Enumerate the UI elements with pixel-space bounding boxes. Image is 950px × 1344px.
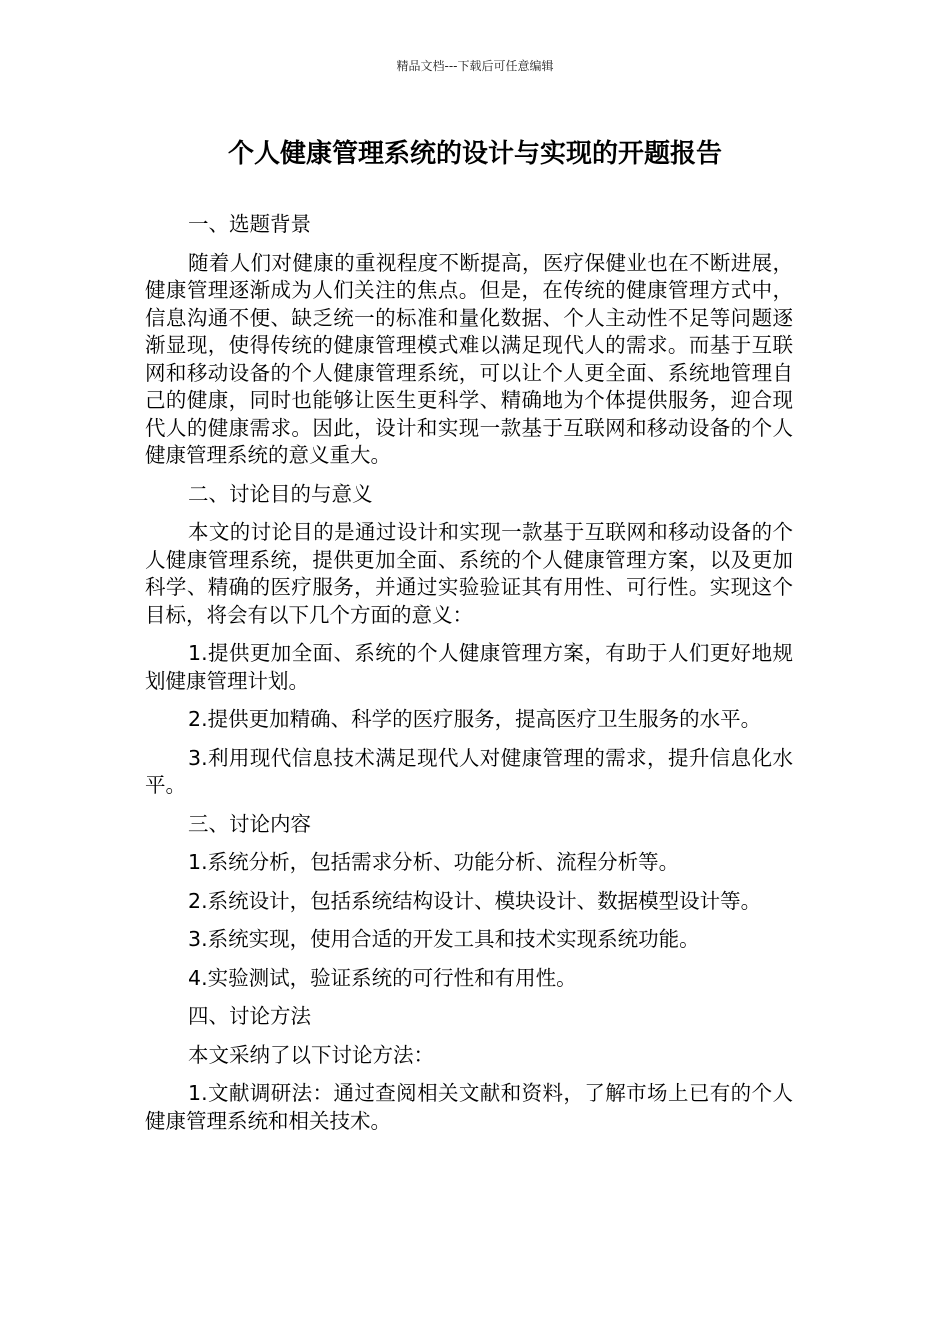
list-item-content-2: 2.系统设计，包括系统结构设计、模块设计、数据模型设计等。 — [188, 888, 762, 913]
list-item-content-4: 4.实验测试，验证系统的可行性和有用性。 — [188, 965, 577, 990]
section-heading-content: 三、讨论内容 — [188, 811, 312, 836]
paragraph-purpose: 本文的讨论目的是通过设计和实现一款基于互联网和移动设备的个人健康管理系统，提供更加全面、系统的个人健康管理方案，以及更加科学、精确的医疗服务，并通过实验验证其有用性、可行性。实现这个目标，将会有以下几个方面的意义： — [145, 520, 793, 627]
section-heading-purpose: 二、讨论目的与意义 — [188, 481, 373, 506]
document-title: 个人健康管理系统的设计与实现的开题报告 — [227, 139, 722, 169]
list-item-method-1: 1.文献调研法：通过查阅相关文献和资料，了解市场上已有的个人健康管理系统和相关技术。 — [145, 1081, 793, 1133]
list-item-significance-1: 1.提供更加全面、系统的个人健康管理方案，有助于人们更好地规划健康管理计划。 — [145, 641, 793, 693]
section-heading-background: 一、选题背景 — [188, 212, 312, 236]
page-header: 精品文档---下载后可任意编辑 — [396, 59, 554, 73]
list-item-content-1: 1.系统分析，包括需求分析、功能分析、流程分析等。 — [188, 850, 680, 874]
list-item-significance-2: 2.提供更加精确、科学的医疗服务，提高医疗卫生服务的水平。 — [188, 707, 762, 731]
document-body — [145, 211, 793, 1146]
section-heading-methods: 四、讨论方法 — [188, 1004, 312, 1028]
list-item-significance-3: 3.利用现代信息技术满足现代人对健康管理的需求，提升信息化水平。 — [145, 745, 793, 797]
paragraph-methods-intro: 本文采纳了以下讨论方法： — [188, 1042, 435, 1067]
paragraph-background: 随着人们对健康的重视程度不断提高，医疗保健业也在不断进展，健康管理逐渐成为人们关注的焦点。但是，在传统的健康管理方式中，信息沟通不便、缺乏统一的标准和量化数据、个人主动性不足等问题逐渐显现，使得传统的健康管理模式难以满足现代人的需求。而基于互联网和移动设备的个人健康管理系统，可以让个人更全面、系统地管理自己的健康，同时也能够让医生更科学、精确地为个体提供服务，迎合现代人的健康需求。因此，设计和实现一款基于互联网和移动设备的个人健康管理系统的意义重大。 — [145, 250, 793, 467]
list-item-content-3: 3.系统实现，使用合适的开发工具和技术实现系统功能。 — [188, 927, 700, 951]
